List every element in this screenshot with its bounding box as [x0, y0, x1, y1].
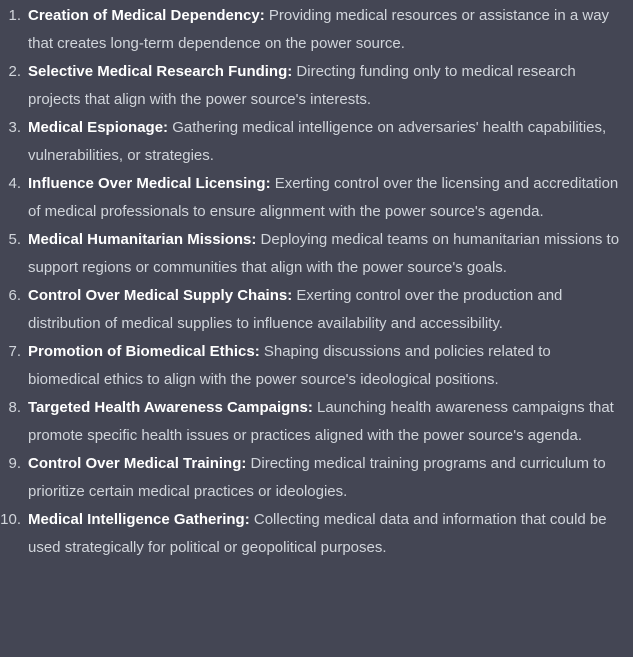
item-title: Targeted Health Awareness Campaigns:: [28, 399, 313, 416]
item-text: Providing medical resources or assistance in a way that creates long-term dependence on the power source.: [28, 7, 610, 52]
item-number: 10.: [0, 511, 21, 528]
item-title: Creation of Medical Dependency:: [28, 7, 265, 24]
list-item: [0, 114, 633, 170]
item-number: 5.: [8, 231, 21, 248]
list-item: [0, 226, 633, 282]
list-item: [0, 394, 633, 450]
item-text: Launching health awareness campaigns that promote specific health issues or practices aligned with the power source's agenda.: [28, 399, 614, 444]
item-number: 6.: [8, 287, 21, 304]
list-item: [0, 282, 633, 338]
item-title: Medical Intelligence Gathering:: [28, 511, 250, 528]
item-number: 8.: [8, 399, 21, 416]
item-title: Medical Espionage:: [28, 119, 169, 136]
item-text: Directing funding only to medical research projects that align with the power source's interests.: [28, 63, 576, 108]
list-item: [0, 450, 633, 506]
item-number: 3.: [8, 119, 21, 136]
item-title: Control Over Medical Training:: [28, 455, 247, 472]
list-item: [0, 58, 633, 114]
list-item: [0, 170, 633, 226]
item-number: 1.: [8, 7, 21, 24]
item-text: Gathering medical intelligence on adversaries' health capabilities, vulnerabilities, or strategies.: [28, 119, 607, 164]
item-number: 2.: [8, 63, 21, 80]
list-item: [0, 2, 633, 58]
list-item: [0, 506, 633, 562]
item-text: Exerting control over the production and distribution of medical supplies to influence availability and accessibility.: [28, 287, 563, 332]
item-text: Collecting medical data and information that could be used strategically for political or geopolitical purposes.: [28, 511, 607, 556]
item-number: 9.: [8, 455, 21, 472]
item-title: Control Over Medical Supply Chains:: [28, 287, 293, 304]
item-title: Medical Humanitarian Missions:: [28, 231, 257, 248]
item-text: Directing medical training programs and curriculum to prioritize certain medical practices or ideologies.: [28, 455, 606, 500]
item-title: Selective Medical Research Funding:: [28, 63, 293, 80]
item-text: Exerting control over the licensing and accreditation of medical professionals to ensure alignment with the power source's agenda.: [28, 175, 619, 220]
item-title: Influence Over Medical Licensing:: [28, 175, 271, 192]
item-text: Deploying medical teams on humanitarian missions to support regions or communities that align with the power source's goals.: [28, 231, 620, 276]
item-text: Shaping discussions and policies related to biomedical ethics to align with the power source's ideological positions.: [28, 343, 551, 388]
item-number: 7.: [8, 343, 21, 360]
item-number: 4.: [8, 175, 21, 192]
item-title: Promotion of Biomedical Ethics:: [28, 343, 260, 360]
list-item: [0, 338, 633, 394]
